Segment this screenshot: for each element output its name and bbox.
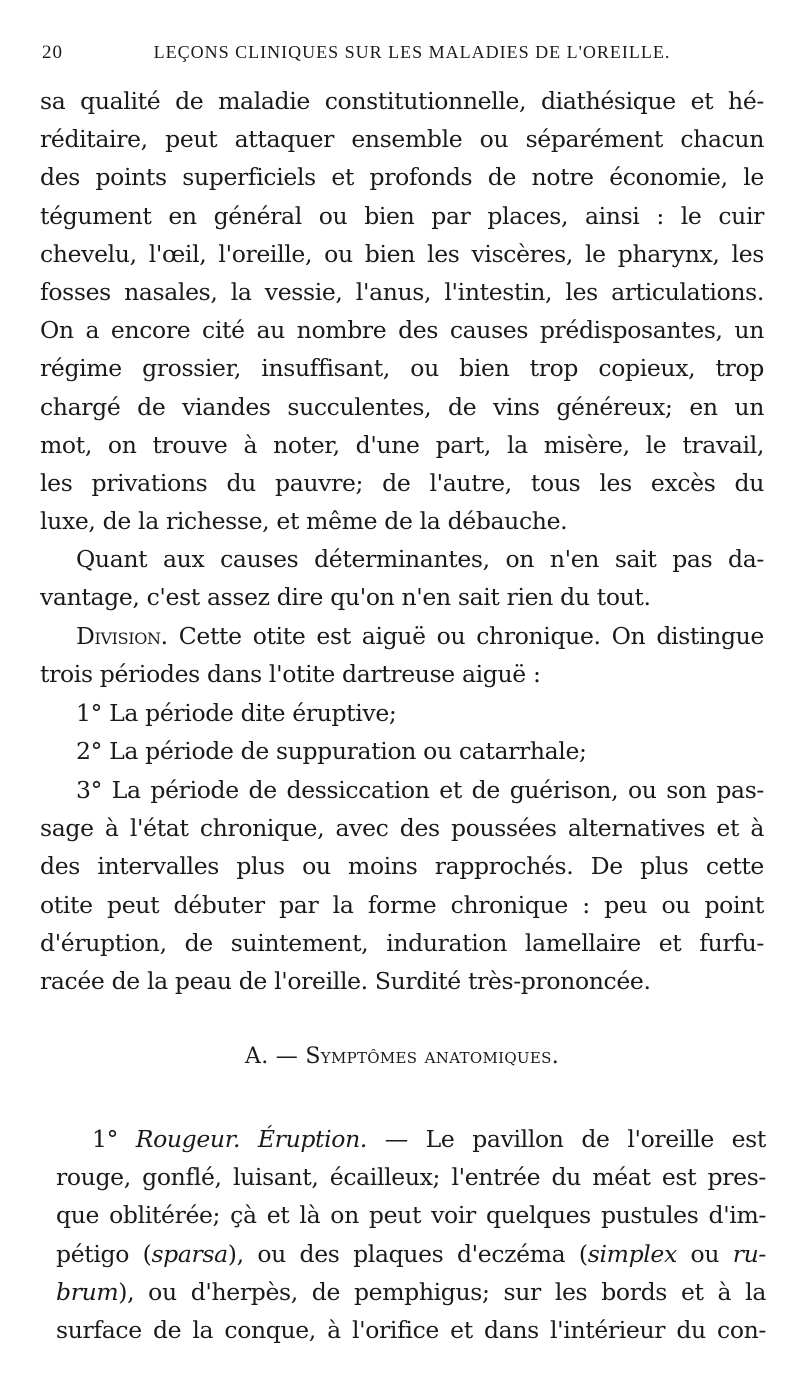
running-header [42, 42, 722, 72]
text-line: surface de la conque, à l'orifice et dans l'intérieur du con- [56, 1315, 766, 1344]
text-line: que oblitérée; çà et là on peut voir quelques pustules d'im- [56, 1201, 766, 1230]
text-line: rouge, gonflé, luisant, écailleux; l'entrée du méat est pres- [56, 1163, 766, 1192]
text-fragment: ), ou des plaques d'eczéma ( [227, 1239, 588, 1268]
section-heading: A. — Symptômes anatomiques. [245, 1044, 559, 1069]
text-fragment: ), ou d'herpès, de pemphigus; sur les bords et à la [118, 1277, 766, 1306]
text-line: racée de la peau de l'oreille. Surdité très-prononcée. [40, 966, 651, 995]
text-line: sa qualité de maladie constitutionnelle, diathésique et hé- [40, 87, 764, 115]
text-line: des points superficiels et profonds de notre économie, le [40, 163, 764, 192]
text-line [56, 1273, 766, 1311]
text-fragment: pétigo ( [56, 1239, 152, 1268]
text-fragment: Cette otite est aiguë ou chronique. On distingue [167, 622, 764, 650]
division-label: Division. [76, 622, 168, 650]
text-line: Quant aux causes déterminantes, on n'en sait pas da- [76, 545, 764, 573]
text-line: régime grossier, insuffisant, ou bien trop copieux, trop [40, 354, 764, 383]
paragraph-1 [40, 82, 764, 540]
text-line: réditaire, peut attaquer ensemble ou séparément chacun [40, 125, 764, 154]
text-line: otite peut débuter par la forme chronique : peu ou point [40, 890, 764, 919]
text-line: On a encore cité au nombre des causes prédisposantes, un [40, 316, 764, 345]
list-item: 2° La période de suppuration ou catarrhale; [76, 737, 587, 766]
italic-term: sparsa [151, 1239, 228, 1268]
text-line: les privations du pauvre; de l'autre, tous les excès du [40, 468, 764, 497]
page-number: 20 [42, 42, 63, 63]
list-item: 1° La période dite éruptive; [76, 699, 397, 727]
paragraph-4 [40, 771, 764, 1000]
text-line: chargé de viandes succulentes, de vins généreux; en un [40, 392, 764, 421]
text-line: tégument en général ou bien par places, ainsi : le cuir [40, 201, 764, 230]
text-fragment: — Le pavillon de l'oreille est [367, 1125, 766, 1153]
text-line: fosses nasales, la vessie, l'anus, l'intestin, les articulations. [40, 277, 764, 306]
paragraph-5 [56, 1120, 766, 1349]
text-line: des intervalles plus ou moins rapprochés. De plus cette [40, 852, 764, 881]
text-line [56, 1120, 766, 1158]
text-line: vantage, c'est assez dire qu'on n'en sait rien du tout. [40, 583, 651, 612]
text-line [40, 617, 764, 655]
text-line [56, 1235, 766, 1273]
paragraph-3 [40, 617, 764, 693]
text-line: trois périodes dans l'otite dartreuse aiguë : [40, 660, 541, 689]
text-fragment: 1° [92, 1125, 136, 1153]
italic-term: ru- [732, 1239, 766, 1268]
text-line: mot, on trouve à noter, d'une part, la misère, le travail, [40, 430, 764, 459]
text-line: chevelu, l'œil, l'oreille, ou bien les viscères, le pharynx, les [40, 239, 764, 268]
italic-lead: Rougeur. Éruption. [135, 1125, 368, 1153]
paragraph-2 [40, 540, 764, 616]
text-line: luxe, de la richesse, et même de la débauche. [40, 507, 568, 536]
italic-term: simplex [587, 1239, 677, 1268]
text-line: sage à l'état chronique, avec des poussées alternatives et à [40, 814, 764, 843]
text-line: 3° La période de dessiccation et de guérison, ou son pas- [76, 776, 764, 804]
text-fragment: ou [676, 1239, 733, 1268]
italic-term: brum [56, 1277, 119, 1306]
period-list [40, 694, 764, 770]
running-title: LEÇONS CLINIQUES SUR LES MALADIES DE L'OREILLE. [153, 42, 671, 62]
text-line: d'éruption, de suintement, induration lamellaire et furfu- [40, 928, 764, 957]
